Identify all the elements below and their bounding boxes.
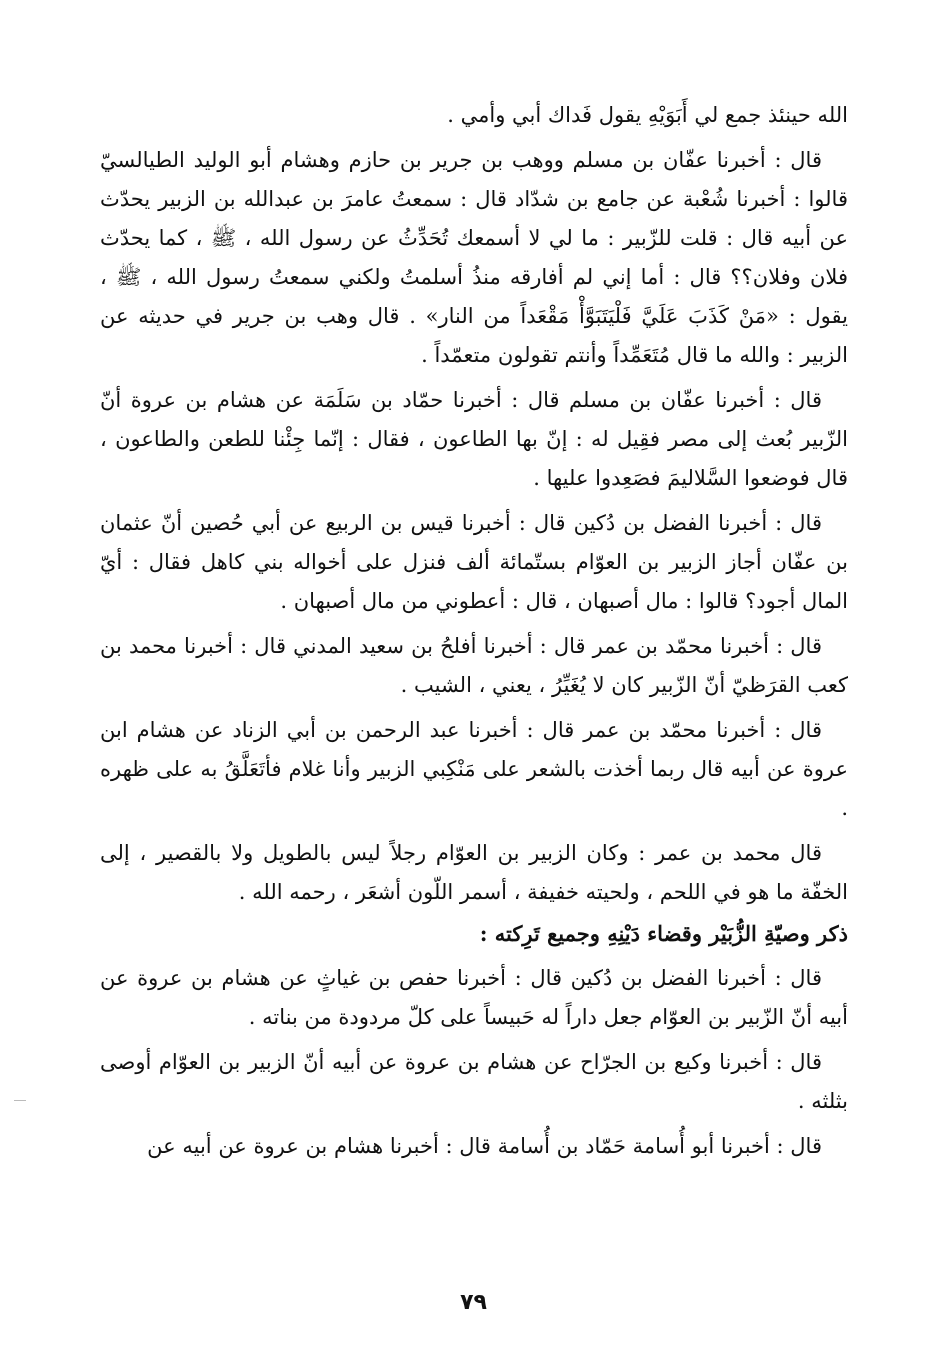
paragraph-description: قال محمد بن عمر : وكان الزبير بن العوّام رجلاً ليس بالطويل ولا بالقصير ، إلى الخفّة ما هو في اللحم ، ولحيته خفيفة ، أسمر اللّون أشعَر ، رحمه الله . — [100, 841, 848, 904]
paragraph-third-bequest: قال : أخبرنا وكيع بن الجرّاح عن هشام بن عروة عن أبيه أنّ الزبير بن العوّام أوصى بثلثه . — [100, 1050, 848, 1113]
paragraph-shoulders: قال : أخبرنا محمّد بن عمر قال : أخبرنا عبد الرحمن بن أبي الزناد عن هشام ابن عروة عن أبيه قال ربما أخذت بالشعر على مَنْكِبي الزبير وأنا غلام فأتَعَلَّقُ به على ظهره . — [100, 718, 848, 820]
paragraph-hadith-lying: قال : أخبرنا عفّان بن مسلم ووهب بن جرير بن حازم وهشام أبو الوليد الطيالسيّ قالوا : أخبرنا شُعْبة عن جامع بن شدّاد قال : سمعتُ عامرَ بن عبدالله بن الزبير يحدّث عن أبيه قال : قلت للزّبير : ما لي لا أسمعك تُحَدِّثُ عن رسول الله ، ﷺ ، كما يحدّث فلان وفلان؟؟ قال : أما إني لم أفارقه منذُ أسلمتُ ولكني سمعتُ رسول الله ، ﷺ ، يقول : «مَنْ كَذَبَ عَلَيَّ فَلْيَتَبَوَّأْ مَقْعَداً من النار» . قال وهب بن جرير في حديثه عن الزبير : والله ما قال مُتَعَمِّداً وأنتم تقولون متعمّداً . — [100, 148, 848, 367]
paragraph-continuation: الله حينئذ جمع لي أَبَوَيْهِ يقول فَداك أبي وأمي . — [447, 103, 848, 127]
section-heading: ذكر وصيّةِ الزُّبَيْر وقضاء دَيْنِهِ وجميع تَرِكته : — [479, 921, 848, 946]
paragraph-isfahan-wealth: قال : أخبرنا الفضل بن دُكين قال : أخبرنا قيس بن الربيع عن أبي حُصين أنّ عثمان بن عفّان أجاز الزبير بن العوّام بستّمائة ألف فنزل على أخواله بني كاهل فقال : أيّ المال أجود؟ قالوا : مال أصبهان ، قال : أعطوني من مال أصبهان . — [100, 511, 848, 613]
paragraph-house-endowment: قال : أخبرنا الفضل بن دُكين قال : أخبرنا حفص بن غياثٍ عن هشام بن عروة عن أبيه أنّ الزّبير بن العوّام جعل داراً له حَبيساً على كلّ مردودة من بناته . — [100, 966, 848, 1029]
paragraph-gray-hair: قال : أخبرنا محمّد بن عمر قال : أخبرنا أفلحُ بن سعيد المدني قال : أخبرنا محمد بن كعب القرَظيّ أنّ الزّبير كان لا يُغَيِّرُ ، يعني ، الشيب . — [100, 634, 848, 697]
page-number: ٧٩ — [460, 1290, 487, 1315]
margin-mark — [14, 1100, 26, 1101]
paragraph-egypt-plague: قال : أخبرنا عفّان بن مسلم قال : أخبرنا حمّاد بن سَلَمَة عن هشام بن عروة أنّ الزّبير بُعث إلى مصر فقِيل له : إنّ بها الطاعون ، فقال : إنّما جِئْنا للطعن والطاعون ، قال فوضعوا السَّلاليمَ فصَعِدوا عليها . — [100, 388, 848, 490]
page-body — [100, 96, 848, 1166]
paragraph-abu-usama: قال : أخبرنا أبو أُسامة حَمّاد بن أُسامة قال : أخبرنا هشام بن عروة عن أبيه عن — [147, 1134, 822, 1158]
